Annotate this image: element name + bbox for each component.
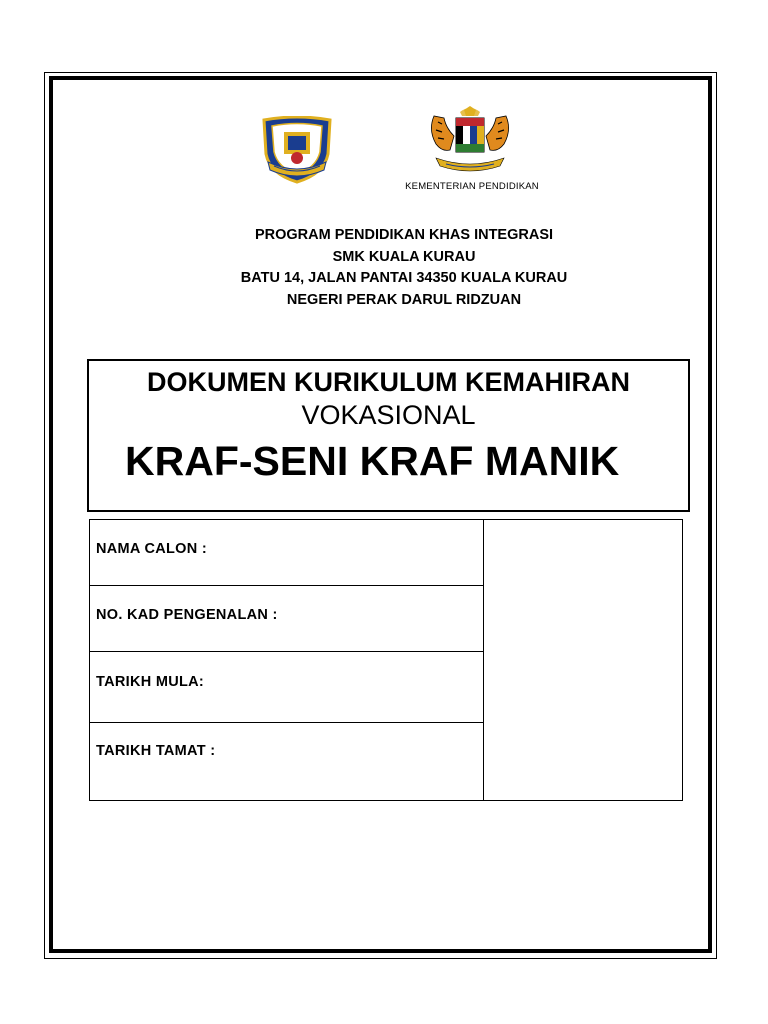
candidate-info-table (89, 519, 683, 801)
field-row-start-date[interactable] (90, 652, 483, 723)
school-name: SMK KUALA KURAU (332, 248, 476, 265)
field-label: TARIKH TAMAT : (96, 743, 216, 759)
field-label: TARIKH MULA: (96, 674, 205, 690)
school-address (150, 225, 658, 311)
title-line-1: DOKUMEN KURIKULUM KEMAHIRAN (147, 367, 630, 397)
field-row-ic[interactable] (90, 586, 483, 652)
photo-box-divider (483, 520, 484, 800)
field-label: NAMA CALON : (96, 541, 207, 557)
street-address: BATU 14, JALAN PANTAI 34350 KUALA KURAU (240, 270, 568, 286)
field-row-end-date[interactable] (90, 723, 483, 800)
title-line-2: VOKASIONAL (301, 400, 476, 430)
title-subject: KRAF-SENI KRAF MANIK (125, 438, 620, 484)
school-crest-logo (258, 116, 336, 184)
field-row-name[interactable] (90, 520, 483, 586)
ministry-name: KEMENTERIAN PENDIDIKAN (405, 181, 539, 192)
program-name: PROGRAM PENDIDIKAN KHAS INTEGRASI (254, 227, 554, 243)
state-name: NEGERI PERAK DARUL RIDZUAN (286, 291, 522, 308)
document-title-box (87, 359, 690, 512)
coat-of-arms-logo (420, 106, 520, 178)
page-border-inner (49, 76, 712, 953)
field-label: NO. KAD PENGENALAN : (96, 607, 278, 623)
